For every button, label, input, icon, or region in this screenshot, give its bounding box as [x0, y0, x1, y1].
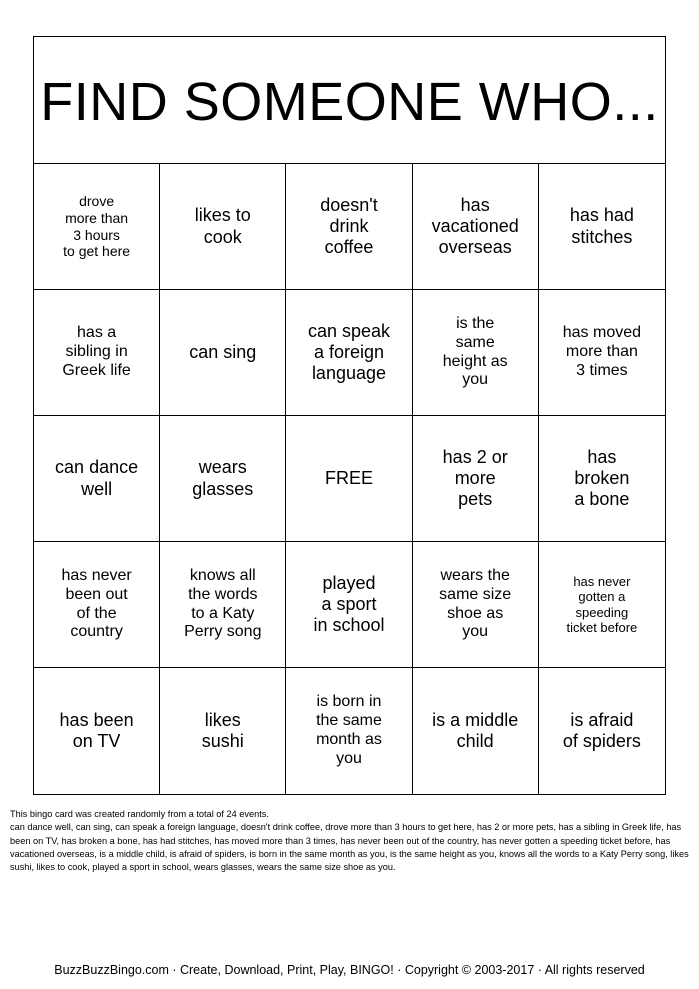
- bingo-cell: can sing: [160, 290, 286, 416]
- bingo-cell: is afraid of spiders: [562, 709, 641, 751]
- bingo-cell: doesn't drink coffee: [286, 164, 412, 290]
- card-title: FIND SOMEONE WHO...: [34, 37, 665, 164]
- bingo-cell: can dance well: [34, 416, 160, 542]
- bingo-cell: is born in the same month as you: [286, 668, 412, 794]
- footnote-events-list: can dance well, can sing, can speak a foreign language, doesn't drink coffee, drove more than 3 hours to get here, has 2 or more pets, has a sibling in Greek life, has been on TV, has broken a bone, has had stitches, has moved more than 3 times, has never been out of the country, has never gotten a speeding ticket before, has vacationed overseas, is a middle child, is afraid of spiders, is born in the same month as you, is the same height as you, knows all the words to a Katy Perry song, likes sushi, likes to cook, played a sport in school, wears glasses, wears the same size shoe as you.: [10, 822, 689, 873]
- bingo-cell: wears glasses: [160, 416, 286, 542]
- bingo-cell: can speak a foreign language: [286, 290, 412, 416]
- bingo-cell: likes to cook: [160, 164, 286, 290]
- copyright-footer: BuzzBuzzBingo.com · Create, Download, Print, Play, BINGO! · Copyright © 2003-2017 · All rights reserved: [54, 963, 645, 977]
- events-footnote: [10, 808, 690, 875]
- bingo-grid: [34, 164, 665, 794]
- bingo-cell: has never gotten a speeding ticket before: [539, 542, 665, 668]
- bingo-cell: wears the same size shoe as you: [413, 542, 539, 668]
- bingo-cell: has never been out of the country: [34, 542, 160, 668]
- free-space-cell: FREE: [286, 416, 412, 542]
- bingo-cell: is the same height as you: [413, 290, 539, 416]
- bingo-cell: has broken a bone: [539, 416, 665, 542]
- bingo-cell: has vacationed overseas: [413, 164, 539, 290]
- bingo-cell: drove more than 3 hours to get here: [34, 164, 160, 290]
- bingo-cell: has a sibling in Greek life: [34, 290, 160, 416]
- bingo-cell: has 2 or more pets: [413, 416, 539, 542]
- bingo-cell: has been on TV: [34, 668, 160, 794]
- bingo-cell: played a sport in school: [286, 542, 412, 668]
- bingo-cell: likes sushi: [160, 668, 286, 794]
- bingo-cell: has had stitches: [539, 164, 665, 290]
- bingo-card: [33, 36, 666, 795]
- bingo-cell: is a middle child: [413, 668, 539, 794]
- footnote-intro: This bingo card was created randomly from a total of 24 events.: [10, 809, 269, 819]
- bingo-cell: knows all the words to a Katy Perry song: [160, 542, 286, 668]
- bingo-cell: has moved more than 3 times: [539, 290, 665, 416]
